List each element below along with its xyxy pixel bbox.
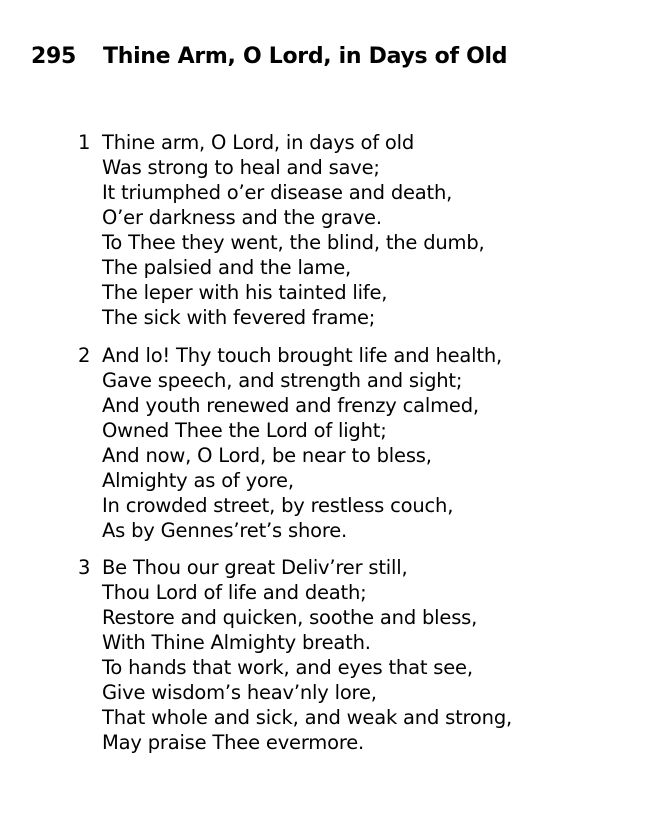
verse-line: Thou Lord of life and death;	[102, 581, 367, 604]
verse-line: That whole and sick, and weak and strong,	[102, 706, 513, 729]
verse-number: 1	[78, 131, 91, 154]
verse-line: Thine arm, O Lord, in days of old	[102, 131, 415, 154]
verse-line: Restore and quicken, soothe and bless,	[102, 606, 478, 629]
verse-line: The palsied and the lame,	[102, 256, 352, 279]
verse-line: Be Thou our great Deliv’rer still,	[102, 556, 408, 579]
verse-lines	[102, 343, 502, 543]
verse-line: And now, O Lord, be near to bless,	[102, 443, 432, 467]
verse-line: Gave speech, and strength and sight;	[102, 368, 463, 392]
verse-number: 2	[78, 343, 91, 367]
verse-line: As by Gennes’ret’s shore.	[102, 518, 348, 542]
verse-line: And youth renewed and frenzy calmed,	[102, 393, 479, 417]
verse-line: The leper with his tainted life,	[102, 281, 388, 304]
verse-3	[78, 555, 512, 755]
verse-line: Owned Thee the Lord of light;	[102, 418, 387, 442]
hymn-title: Thine Arm, O Lord, in Days of Old	[103, 44, 508, 69]
verse-line: To Thee they went, the blind, the dumb,	[102, 231, 485, 254]
verse-line: To hands that work, and eyes that see,	[102, 656, 473, 679]
verse-lines	[102, 555, 512, 755]
verse-2	[78, 343, 512, 543]
verse-line: Give wisdom’s heav’nly lore,	[102, 681, 377, 704]
verse-lines	[102, 130, 485, 330]
verse-1	[78, 130, 512, 330]
verse-line: Was strong to heal and save;	[102, 156, 380, 179]
verse-line: May praise Thee evermore.	[102, 731, 365, 754]
verse-line: In crowded street, by restless couch,	[102, 493, 454, 517]
verse-line: It triumphed o’er disease and death,	[102, 181, 453, 204]
verse-line: And lo! Thy touch brought life and health,	[102, 343, 503, 367]
hymn-number: 295	[31, 44, 77, 69]
verse-line: Almighty as of yore,	[102, 468, 294, 492]
verse-line: O’er darkness and the grave.	[102, 206, 382, 229]
hymn-header	[31, 44, 507, 69]
verse-line: With Thine Almighty breath.	[102, 631, 371, 654]
verse-number: 3	[78, 556, 91, 579]
verse-line: The sick with fevered frame;	[102, 306, 376, 329]
verses	[78, 130, 512, 768]
